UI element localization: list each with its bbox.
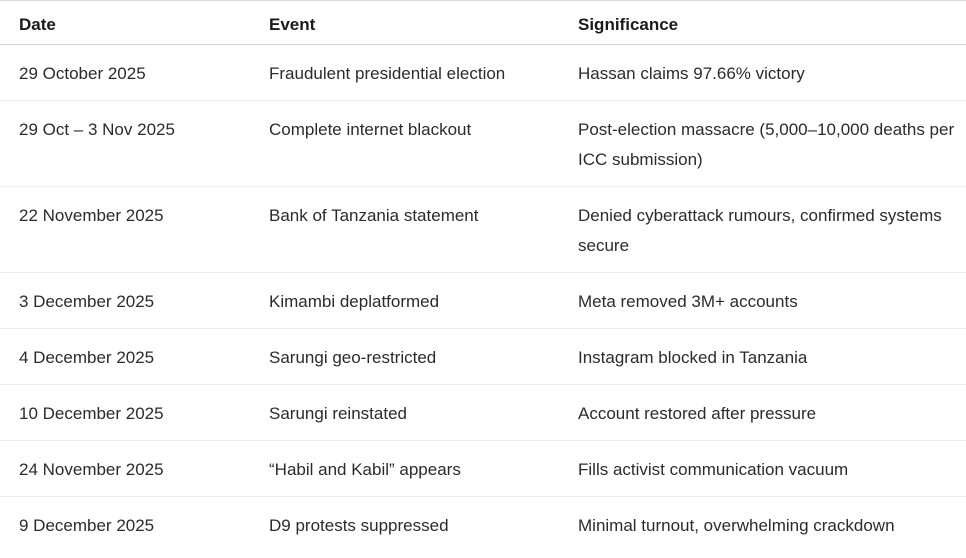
column-header-significance: Significance [559, 1, 966, 44]
table-row [0, 100, 966, 186]
timeline-table [0, 1, 966, 552]
table-row [0, 328, 966, 384]
cell-date: 3 December 2025 [0, 272, 251, 328]
table-header [0, 1, 966, 44]
cell-date: 10 December 2025 [0, 384, 251, 440]
cell-event: Bank of Tanzania statement [251, 186, 559, 272]
table-row [0, 440, 966, 496]
cell-date: 29 Oct – 3 Nov 2025 [0, 100, 251, 186]
cell-event: Complete internet blackout [251, 100, 559, 186]
table-row [0, 384, 966, 440]
cell-significance: Hassan claims 97.66% victory [559, 44, 966, 100]
cell-date: 4 December 2025 [0, 328, 251, 384]
cell-date: 24 November 2025 [0, 440, 251, 496]
table-row [0, 44, 966, 100]
cell-significance: Account restored after pressure [559, 384, 966, 440]
cell-event: “Habil and Kabil” appears [251, 440, 559, 496]
table-row [0, 496, 966, 552]
cell-event: Sarungi reinstated [251, 384, 559, 440]
cell-event: D9 protests suppressed [269, 515, 449, 535]
cell-date: 29 October 2025 [0, 44, 251, 100]
table-row [0, 272, 966, 328]
cell-date: 22 November 2025 [0, 186, 251, 272]
cell-date: 9 December 2025 [19, 515, 155, 535]
table-row [0, 186, 966, 272]
cell-event: Fraudulent presidential election [251, 44, 559, 100]
cell-significance: Fills activist communication vacuum [559, 440, 966, 496]
header-row [0, 1, 966, 44]
cell-event: Sarungi geo-restricted [251, 328, 559, 384]
cell-significance: Post-election massacre (5,000–10,000 deaths per ICC submission) [559, 100, 966, 186]
cell-significance: Minimal turnout, overwhelming crackdown [578, 515, 895, 535]
column-header-event: Event [251, 1, 559, 44]
cell-event: Kimambi deplatformed [251, 272, 559, 328]
cell-significance: Meta removed 3M+ accounts [559, 272, 966, 328]
column-header-date: Date [0, 1, 251, 44]
table-body [0, 44, 966, 552]
cell-significance: Instagram blocked in Tanzania [559, 328, 966, 384]
cell-significance: Denied cyberattack rumours, confirmed systems secure [559, 186, 966, 272]
